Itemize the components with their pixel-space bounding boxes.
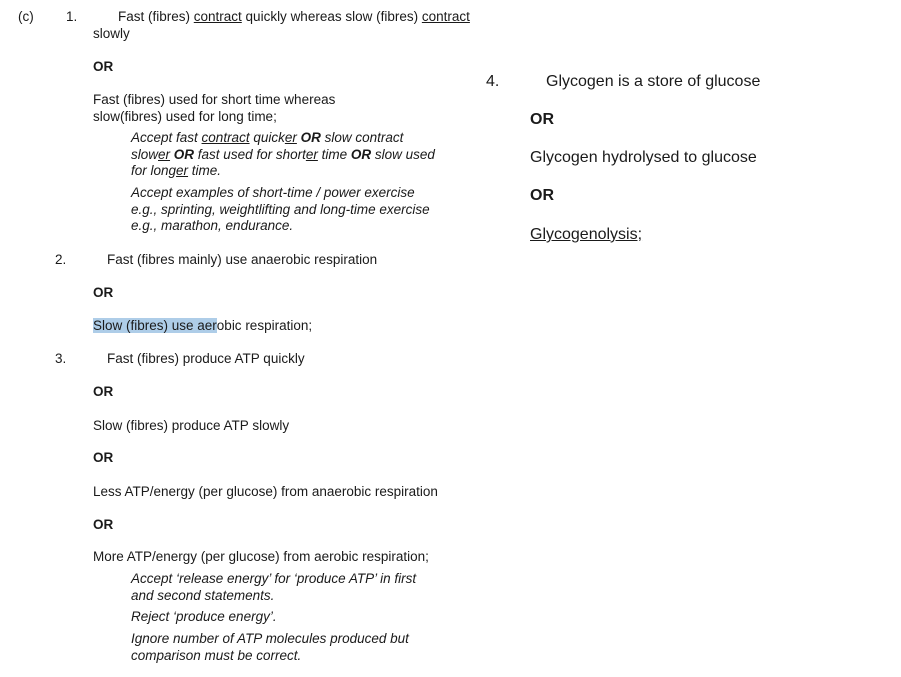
item-number-1: 1. (66, 9, 78, 24)
note-line (131, 163, 435, 180)
or-inline: OR (173, 146, 195, 162)
item-3-line-1: Fast (fibres) produce ATP quickly (107, 351, 305, 366)
note-line: Ignore number of ATP molecules produced but (131, 631, 409, 646)
text-run: slow contract (320, 130, 404, 145)
item-4-line-3: Glycogenolysis; (530, 226, 643, 243)
or-inline: OR (350, 146, 372, 162)
underlined-term: contract (421, 9, 470, 24)
item-number-4: 4. (486, 73, 500, 90)
item-4-line-2: Glycogen hydrolysed to glucose (530, 149, 757, 166)
note-line: comparison must be correct. (131, 647, 302, 663)
alt-line-2: slow(fibres) used for long time; (93, 108, 277, 124)
note-line (131, 130, 435, 147)
or-separator: OR (93, 450, 114, 465)
item-1-alternative (93, 92, 335, 125)
text-run: fast used for short (194, 146, 306, 162)
item-1-line-2: slowly (93, 26, 130, 41)
text-run: quick (249, 130, 285, 145)
selected-text-highlight[interactable]: Slow (fibres) use aer (93, 318, 217, 333)
item-3-ignore-note (131, 631, 409, 664)
text-run: time (317, 146, 351, 162)
note-line: e.g., sprinting, weightlifting and long-time exercise (131, 201, 430, 217)
item-1-accept-note (131, 130, 435, 180)
underlined-suffix: er (284, 130, 297, 145)
text-run: for long (131, 163, 177, 178)
note-line: Accept examples of short-time / power exercise (131, 185, 415, 200)
item-3-reject-note: Reject ‘produce energy’. (131, 609, 277, 624)
note-line: and second statements. (131, 587, 275, 603)
underlined-term: contract (193, 9, 242, 24)
note-line: Accept ‘release energy’ for ‘produce ATP’ in first (131, 571, 417, 586)
part-label: (c) (18, 9, 34, 24)
or-inline: OR (300, 130, 321, 145)
text-run: obic respiration; (216, 318, 313, 333)
underlined-suffix: er (158, 146, 171, 162)
or-separator: OR (93, 517, 114, 532)
text-run: slow used (371, 146, 435, 162)
text-run: Accept fast (131, 130, 202, 145)
note-line: e.g., marathon, endurance. (131, 218, 294, 233)
or-separator: OR (530, 111, 554, 128)
underlined-suffix: er (176, 163, 189, 178)
item-number-2: 2. (55, 252, 67, 267)
text-run: slow (131, 146, 159, 162)
text-run: time. (188, 163, 222, 178)
item-1-line-1 (118, 9, 470, 25)
item-4-line-1: Glycogen is a store of glucose (546, 73, 761, 90)
or-separator: OR (93, 59, 114, 74)
note-line (131, 147, 435, 164)
item-2-line-1: Fast (fibres mainly) use anaerobic respiration (107, 252, 378, 267)
item-3-line-3: Less ATP/energy (per glucose) from anaerobic respiration (93, 484, 438, 499)
or-separator: OR (93, 384, 114, 399)
item-number-3: 3. (55, 351, 67, 366)
underlined-term: contract (201, 130, 250, 145)
item-3-accept-note (131, 571, 416, 604)
item-1-examples-note (131, 185, 430, 235)
or-separator: OR (93, 285, 114, 300)
item-3-line-4: More ATP/energy (per glucose) from aerobic respiration; (93, 549, 429, 564)
or-separator: OR (530, 187, 554, 204)
item-3-line-2: Slow (fibres) produce ATP slowly (93, 418, 290, 433)
text-run: quickly whereas slow (fibres) (241, 9, 422, 24)
item-2-line-2[interactable] (93, 318, 312, 334)
alt-line-1: Fast (fibres) used for short time whereas (93, 92, 336, 107)
text-run: Fast (fibres) (118, 9, 194, 24)
underlined-suffix: er (305, 146, 318, 162)
